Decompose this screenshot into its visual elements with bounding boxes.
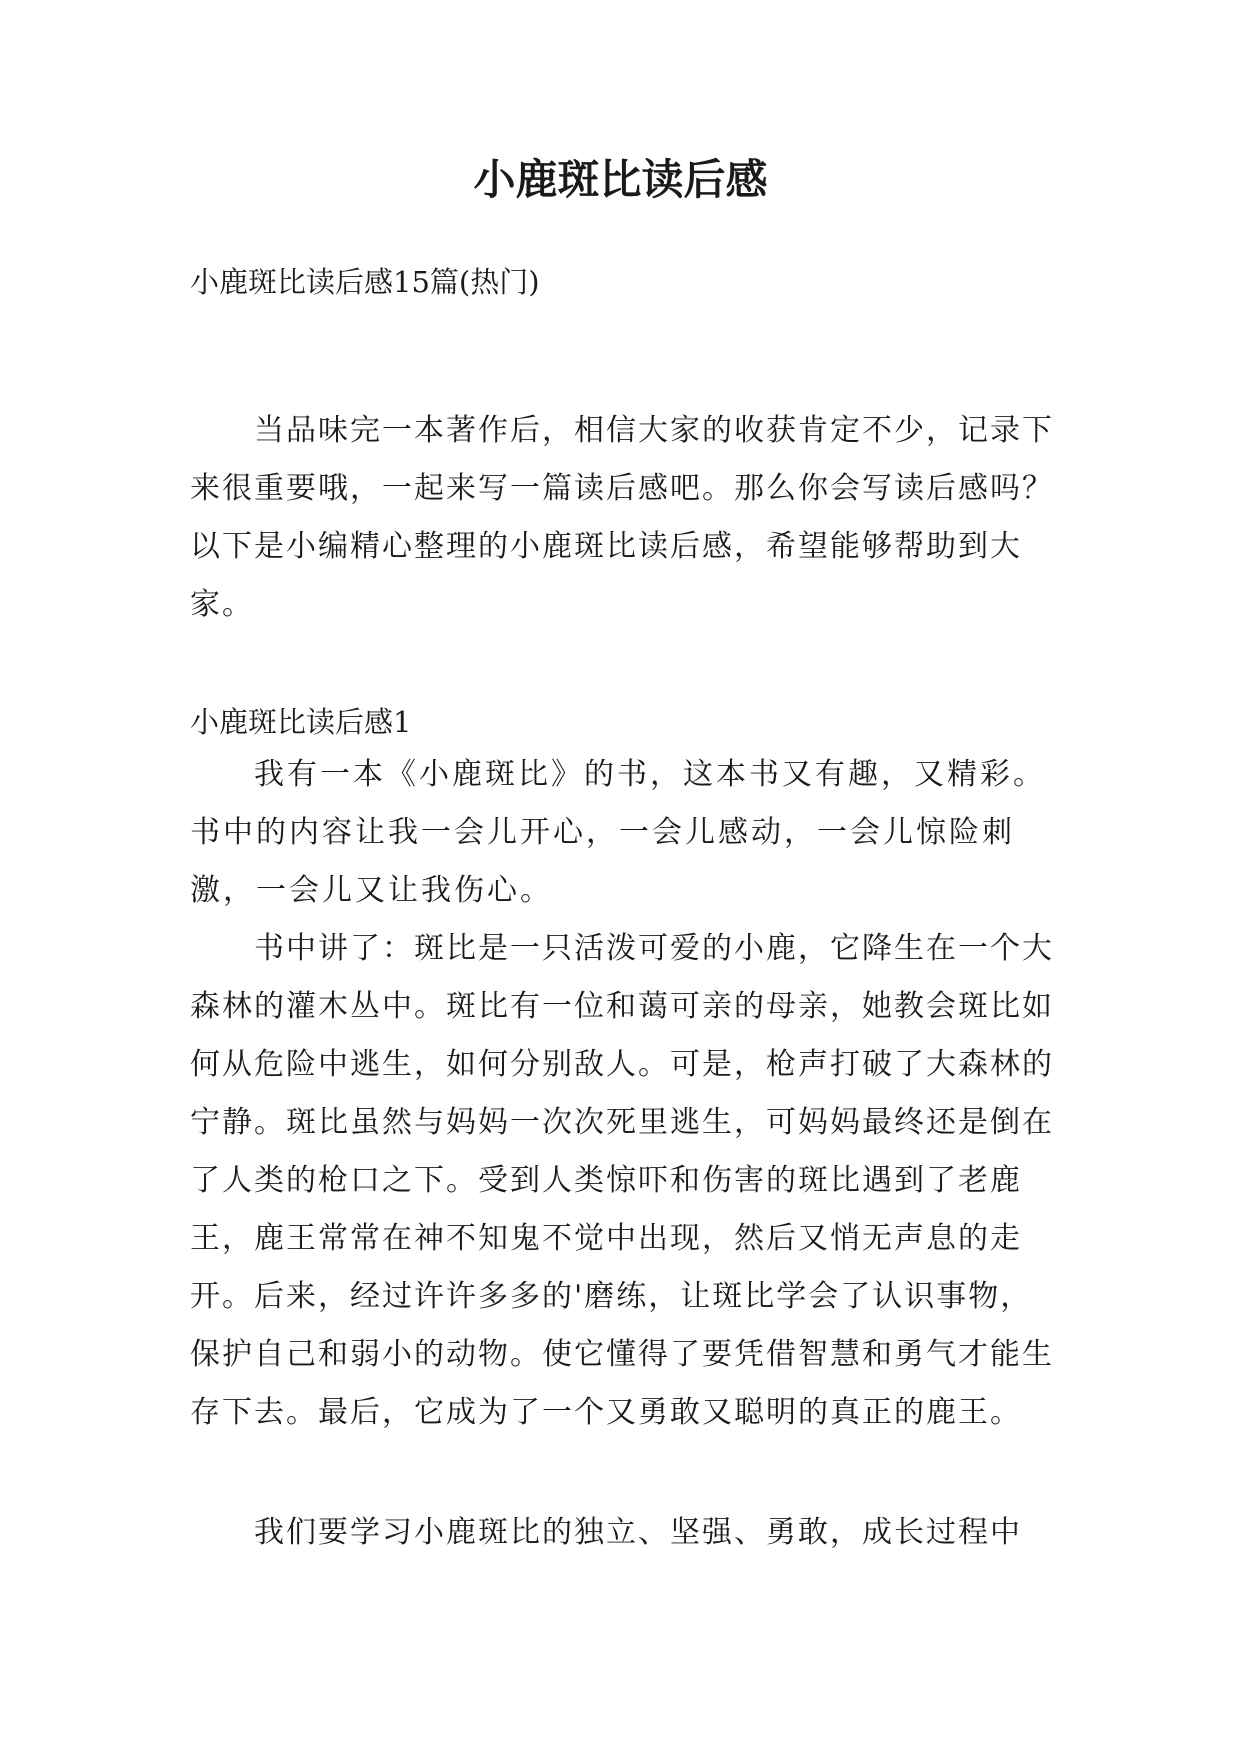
intro-paragraph: 当品味完一本著作后，相信大家的收获肯定不少，记录下来很重要哦，一起来写一篇读后感吧。那么你会写读后感吗？以下是小编精心整理的小鹿斑比读后感，希望能够帮助到大家。 — [190, 413, 1054, 622]
body-paragraph-2: 书中讲了：斑比是一只活泼可爱的小鹿，它降生在一个大森林的灌木丛中。斑比有一位和蔼可亲的母亲，她教会斑比如何从危险中逃生，如何分别敌人。可是，枪声打破了大森林的宁静。斑比虽然与妈妈一次次死里逃生，可妈妈最终还是倒在了人类的枪口之下。受到人类惊吓和伤害的斑比遇到了老鹿王，鹿王常常在神不知鬼不觉中出现，然后又悄无声息的走开。后来，经过许许多多的'磨练，让斑比学会了认识事物，保护自己和弱小的动物。使它懂得了要凭借智慧和勇气才能生存下去。最后，它成为了一个又勇敢又聪明的真正的鹿王。 — [190, 931, 1054, 1430]
document-title: 小鹿斑比读后感 — [473, 155, 768, 204]
document-subtitle: 小鹿斑比读后感15篇(热门) — [190, 265, 540, 299]
body-paragraph-3: 我们要学习小鹿斑比的独立、坚强、勇敢，成长过程中 — [254, 1515, 1022, 1550]
section-heading: 小鹿斑比读后感1 — [190, 705, 412, 739]
body-paragraph-1: 我有一本《小鹿斑比》的书，这本书又有趣，又精彩。书中的内容让我一会儿开心，一会儿感动，一会儿惊险刺激，一会儿又让我伤心。 — [190, 757, 1046, 908]
